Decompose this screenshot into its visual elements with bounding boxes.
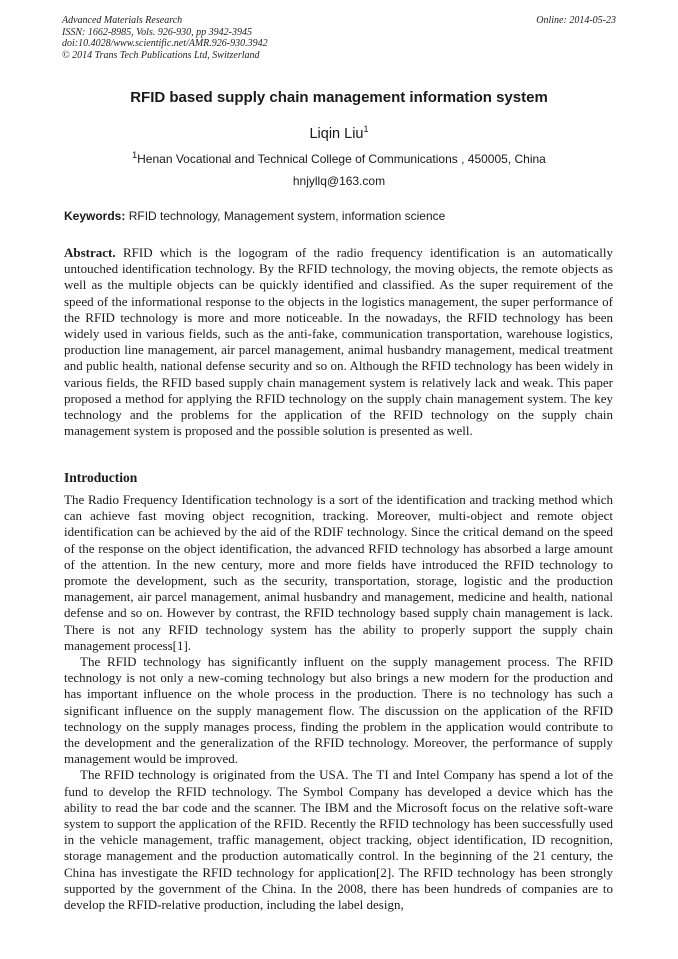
introduction-paragraph: The RFID technology is originated from the USA. The TI and Intel Company has spend a lot of the fund to develop the RFID technology. The Symbol Company has developed a device which has the ability to read the bar code and the scanner. The IBM and the Microsoft focus on the relative soft-ware system to support the application of the RFID. Recently the RFID technology has been successfully used in the vehicle management, traffic management, object tracking, object identification, ID recognition, storage management and the production automatically control. In the beginning of the 21 century, the China has investigate the RFID technology for application[2]. The RFID technology has been strongly supported by the government of the China. In the 2008, there has been hundreds of companies are to develop the RFID-relative production, including the label design, (64, 767, 613, 913)
affiliation-line (0, 152, 678, 166)
author-superscript: 1 (363, 124, 369, 135)
introduction-heading: Introduction (64, 470, 138, 485)
keywords-label: Keywords: (64, 209, 126, 223)
keywords-line (64, 209, 618, 223)
abstract-text: RFID which is the logogram of the radio frequency identification is an automatically untouched identification technology. By the RFID technology, the moving objects, the remote objects as well as the multiple objects can be quickly identified and classified. As the super requirement of the speed of the informational response to the objects in the logistics management, the super performance of the RFID technology is more and more noticeable. In the nowadays, the RFID technology has been widely used in various fields, such as the anti-fake, communication transportation, warehouse logistics, production line management, air parcel management, animal husbandry management, medical treatment and public health, national defense security and so on. Although the RFID technology has been widely in various fields, the RFID based supply chain management system is relatively lack and weak. This paper proposed a method for applying the RFID technology on the supply chain management system. The key technology and the problems for the application of the RFID technology on the supply chain management system is proposed and the possible solution is presented as well. (64, 245, 614, 439)
affiliation-superscript: 1 (132, 150, 138, 160)
introduction-paragraph: The Radio Frequency Identification technology is a sort of the identification and tracking method which can achieve fast moving object recognition, tracking. Moreover, multi-object and remote object identification can be achieved by the aid of the RDIF technology. Since the critical demand on the speed of the response on the object identification, the advanced RFID technology has absorbed a large amount of the attention. In the new century, more and more fields have introduced the RFID technology to promote the development, such as the security, transportation, storage, logistic and the production management, air parcel management, animal husbandry and management, medicine and health, national defense and so on. However by contrast, the RFID technology based supply chain management is lack. There is not any RFID technology system has the ability to properly support the supply chain management process[1]. (64, 492, 613, 653)
journal-header (62, 15, 616, 61)
author-line (0, 126, 678, 142)
copyright-line: © 2014 Trans Tech Publications Ltd, Switzerland (62, 49, 260, 61)
abstract-paragraph (64, 245, 613, 439)
online-date: Online: 2014-05-23 (536, 15, 616, 26)
paper-title: RFID based supply chain management information system (130, 89, 548, 106)
introduction-body (64, 492, 613, 913)
introduction-paragraph: The RFID technology has significantly influent on the supply management process. The RFID technology is not only a new-coming technology but also brings a new modern for the production and has important influence on the whole process in the production. There is no technology has such a significant influence on the supply management flow. The discussion on the application of the RFID technology on the supply manages process, finding the problem in the application would contribute to the development and the generalization of the RFID technology. Moreover, the performance of supply management would be improved. (64, 654, 613, 767)
abstract-label: Abstract. (64, 245, 116, 260)
doi-line: doi:10.4028/www.scientific.net/AMR.926-930.3942 (62, 38, 268, 49)
keywords-text: RFID technology, Management system, information science (128, 209, 446, 223)
author-name: Liqin Liu (309, 126, 364, 142)
journal-name: Advanced Materials Research (62, 15, 183, 26)
author-email: hnjyllq@163.com (292, 174, 386, 188)
issn-line: ISSN: 1662-8985, Vols. 926-930, pp 3942-3945 (62, 26, 252, 38)
affiliation-text: Henan Vocational and Technical College of Communications , 450005, China (137, 152, 546, 166)
